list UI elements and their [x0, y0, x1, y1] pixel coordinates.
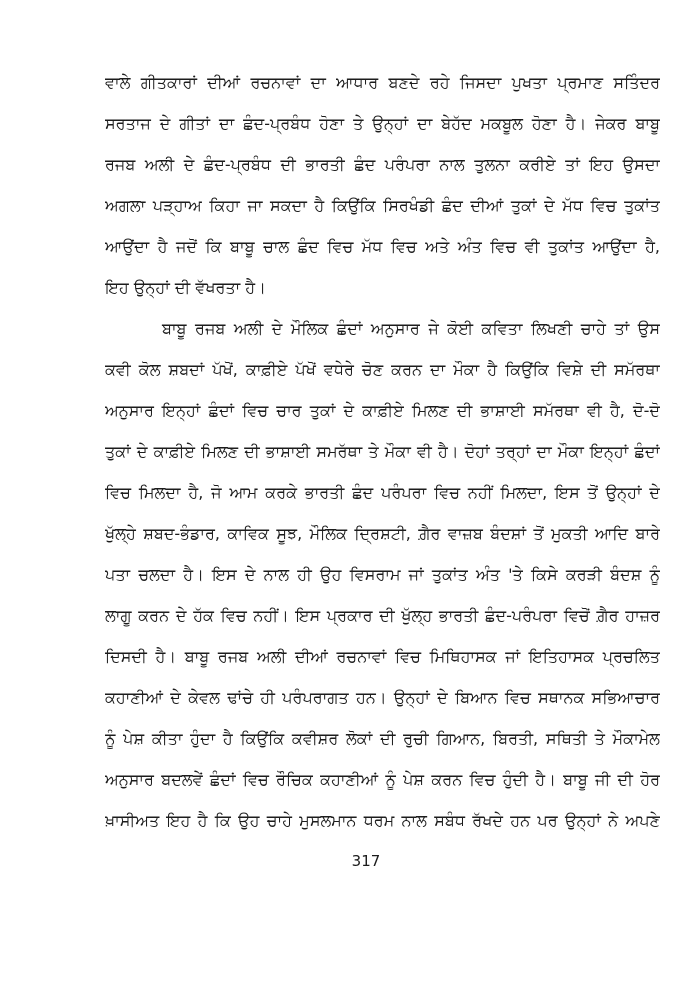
text-line: ਵਿਚ ਮਿਲਦਾ ਹੈ, ਜੋ ਆਮ ਕਰਕੇ ਭਾਰਤੀ ਛੰਦ ਪਰੰਪਰਾ ਵਿਚ ਨਹੀਂ ਮਿਲਦਾ, ਇਸ ਤੋਂ ਉਨ੍ਹਾਂ ਦੇ — [105, 483, 660, 502]
text-line: ਰਜਬ ਅਲੀ ਦੇ ਛੰਦ-ਪ੍ਰਬੰਧ ਦੀ ਭਾਰਤੀ ਛੰਦ ਪਰੰਪਰਾ ਨਾਲ ਤੁਲਨਾ ਕਰੀਏ ਤਾਂ ਇਹ ਉਸਦਾ — [105, 155, 660, 174]
text-line: ਖੁੱਲ੍ਹੇ ਸ਼ਬਦ-ਭੰਡਾਰ, ਕਾਵਿਕ ਸੂਝ, ਮੌਲਿਕ ਦ੍ਰਿਸ਼ਟੀ, ਗ਼ੈਰ ਵਾਜ਼ਬ ਬੰਦਸ਼ਾਂ ਤੋਂ ਮੁਕਤੀ ਆਦਿ ਬਾਰੇ — [105, 524, 660, 543]
paragraph — [105, 62, 660, 308]
text-line: ਕਵੀ ਕੋਲ ਸ਼ਬਦਾਂ ਪੱਖੋਂ, ਕਾਫ਼ੀਏ ਪੱਖੋਂ ਵਧੇਰੇ ਚੋਣ ਕਰਨ ਦਾ ਮੌਕਾ ਹੈ ਕਿਉਂਕਿ ਵਿਸ਼ੇ ਦੀ ਸਮੱਰਥਾ — [105, 360, 660, 379]
text-line: ਵਾਲੇ ਗੀਤਕਾਰਾਂ ਦੀਆਂ ਰਚਨਾਵਾਂ ਦਾ ਆਧਾਰ ਬਣਦੇ ਰਹੇ ਜਿਸਦਾ ਪੁਖਤਾ ਪ੍ਰਮਾਣ ਸਤਿੰਦਰ — [105, 73, 660, 92]
text-line: ਸਰਤਾਜ ਦੇ ਗੀਤਾਂ ਦਾ ਛੰਦ-ਪ੍ਰਬੰਧ ਹੋਣਾ ਤੇ ਉਨ੍ਹਾਂ ਦਾ ਬੇਹੱਦ ਮਕਬੂਲ ਹੋਣਾ ਹੈ। ਜੇਕਰ ਬਾਬੂ — [105, 114, 660, 133]
text-line: ਲਾਗੂ ਕਰਨ ਦੇ ਹੱਕ ਵਿਚ ਨਹੀਂ। ਇਸ ਪ੍ਰਕਾਰ ਦੀ ਖੁੱਲ੍ਹ ਭਾਰਤੀ ਛੰਦ-ਪਰੰਪਰਾ ਵਿਚੋਂ ਗ਼ੈਰ ਹਾਜ਼ਰ — [105, 606, 660, 625]
text-line: ਖ਼ਾਸੀਅਤ ਇਹ ਹੈ ਕਿ ਉਹ ਚਾਹੇ ਮੁਸਲਮਾਨ ਧਰਮ ਨਾਲ ਸਬੰਧ ਰੱਖਦੇ ਹਨ ਪਰ ਉਨ੍ਹਾਂ ਨੇ ਅਪਣੇ — [105, 811, 660, 830]
text-line: ਦਿਸਦੀ ਹੈ। ਬਾਬੂ ਰਜਬ ਅਲੀ ਦੀਆਂ ਰਚਨਾਵਾਂ ਵਿਚ ਮਿਥਿਹਾਸਕ ਜਾਂ ਇਤਿਹਾਸਕ ਪ੍ਰਚਲਿਤ — [105, 647, 660, 666]
text-line: ਪਤਾ ਚਲਦਾ ਹੈ। ਇਸ ਦੇ ਨਾਲ ਹੀ ਉਹ ਵਿਸਰਾਮ ਜਾਂ ਤੁਕਾਂਤ ਅੰਤ 'ਤੇ ਕਿਸੇ ਕਰੜੀ ਬੰਦਸ਼ ਨੂੰ — [105, 565, 660, 584]
text-line: ਕਹਾਣੀਆਂ ਦੇ ਕੇਵਲ ਢਾਂਚੇ ਹੀ ਪਰੰਪਰਾਗਤ ਹਨ। ਉਨ੍ਹਾਂ ਦੇ ਬਿਆਨ ਵਿਚ ਸਥਾਨਕ ਸਭਿਆਚਾਰ — [105, 688, 660, 707]
text-line: ਅਗਲਾ ਪੜ੍ਹਾਅ ਕਿਹਾ ਜਾ ਸਕਦਾ ਹੈ ਕਿਉਂਕਿ ਸਿਰਖੰਡੀ ਛੰਦ ਦੀਆਂ ਤੁਕਾਂ ਦੇ ਮੱਧ ਵਿਚ ਤੁਕਾਂਤ — [105, 196, 660, 215]
body-text — [105, 62, 660, 841]
text-line: ਆਉਂਦਾ ਹੈ ਜਦੋਂ ਕਿ ਬਾਬੂ ਚਾਲ ਛੰਦ ਵਿਚ ਮੱਧ ਵਿਚ ਅਤੇ ਅੰਤ ਵਿਚ ਵੀ ਤੁਕਾਂਤ ਆਉਂਦਾ ਹੈ, — [105, 237, 660, 256]
paragraph — [105, 308, 660, 841]
text-line: ਬਾਬੂ ਰਜਬ ਅਲੀ ਦੇ ਮੌਲਿਕ ਛੰਦਾਂ ਅਨੁਸਾਰ ਜੇ ਕੋਈ ਕਵਿਤਾ ਲਿਖਣੀ ਚਾਹੇ ਤਾਂ ਉਸ — [162, 319, 660, 338]
text-line: ਅਨੁਸਾਰ ਇਨ੍ਹਾਂ ਛੰਦਾਂ ਵਿਚ ਚਾਰ ਤੁਕਾਂ ਦੇ ਕਾਫ਼ੀਏ ਮਿਲਣ ਦੀ ਭਾਸ਼ਾਈ ਸਮੱਰਥਾ ਵੀ ਹੈ, ਦੋ-ਦੋ — [105, 401, 660, 420]
text-line: ਅਨੁਸਾਰ ਬਦਲਵੇਂ ਛੰਦਾਂ ਵਿਚ ਰੌਚਿਕ ਕਹਾਣੀਆਂ ਨੂੰ ਪੇਸ਼ ਕਰਨ ਵਿਚ ਹੁੰਦੀ ਹੈ। ਬਾਬੂ ਜੀ ਦੀ ਹੋਰ — [105, 770, 660, 789]
text-line: ਇਹ ਉਨ੍ਹਾਂ ਦੀ ਵੱਖਰਤਾ ਹੈ। — [105, 278, 266, 297]
text-line: ਤੁਕਾਂ ਦੇ ਕਾਫ਼ੀਏ ਮਿਲਣ ਦੀ ਭਾਸ਼ਾਈ ਸਮਰੱਥਾ ਤੇ ਮੌਕਾ ਵੀ ਹੈ। ਦੋਹਾਂ ਤਰ੍ਹਾਂ ਦਾ ਮੌਕਾ ਇਨ੍ਹਾਂ ਛੰਦਾਂ — [105, 442, 660, 461]
page-number: 317 — [351, 852, 381, 870]
text-line: ਨੂੰ ਪੇਸ਼ ਕੀਤਾ ਹੁੰਦਾ ਹੈ ਕਿਉਂਕਿ ਕਵੀਸ਼ਰ ਲੋਕਾਂ ਦੀ ਰੁਚੀ ਗਿਆਨ, ਬਿਰਤੀ, ਸਥਿਤੀ ਤੇ ਮੌਕਾਮੇਲ — [105, 729, 660, 748]
